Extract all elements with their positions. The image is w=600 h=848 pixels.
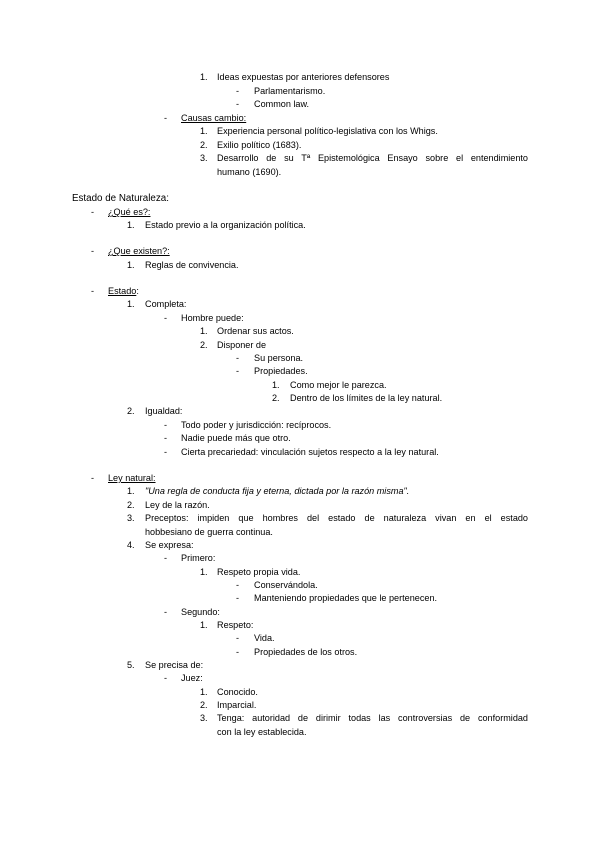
list-item — [0, 485, 528, 499]
list-item — [0, 405, 528, 419]
list-item — [0, 419, 528, 433]
list-text: Vida. — [254, 633, 275, 643]
list-text: Conservándola. — [254, 580, 318, 590]
list-item — [0, 298, 528, 312]
list-item — [0, 206, 528, 220]
list-item — [0, 98, 528, 112]
list-item — [0, 566, 528, 580]
list-text: hobbesiano de guerra continua. — [145, 527, 273, 537]
list-item — [0, 699, 528, 713]
list-text: Propiedades. — [254, 366, 308, 376]
list-item — [0, 606, 528, 620]
list-marker: - — [236, 593, 240, 603]
list-item — [0, 85, 528, 99]
list-text: humano (1690). — [217, 167, 282, 177]
list-text: Manteniendo propiedades que le pertenecen. — [254, 593, 438, 603]
list-text: Disponer de — [217, 340, 267, 350]
list-marker: - — [236, 86, 240, 96]
list-text: Preceptos: impiden que hombres del estado de naturaleza vivan en el estado — [145, 513, 528, 523]
list-item — [0, 139, 528, 153]
list-text: Se expresa: — [145, 540, 194, 550]
list-item — [0, 152, 528, 166]
list-item-continuation — [0, 726, 528, 740]
list-text: Desarrollo de su Tª Epistemológica Ensayo sobre el entendimiento — [217, 153, 528, 163]
list-marker: 1. — [200, 72, 208, 82]
list-text: Segundo: — [181, 607, 220, 617]
list-text: Parlamentarismo. — [254, 86, 326, 96]
list-item — [0, 379, 528, 393]
list-item — [0, 325, 528, 339]
list-marker: 2. — [200, 340, 208, 350]
section-label-ley-natural: Ley natural: — [108, 473, 156, 483]
list-marker: 2. — [200, 140, 208, 150]
list-item — [0, 552, 528, 566]
list-text: Conocido. — [217, 687, 258, 697]
list-marker: 3. — [127, 513, 135, 523]
list-marker: - — [91, 246, 95, 256]
list-text: Primero: — [181, 553, 216, 563]
list-marker: - — [236, 647, 240, 657]
list-marker: - — [91, 473, 95, 483]
list-marker: - — [164, 447, 168, 457]
list-marker: - — [91, 207, 95, 217]
list-item — [0, 619, 528, 633]
list-text: Imparcial. — [217, 700, 257, 710]
list-marker: 1. — [127, 299, 135, 309]
list-item — [0, 312, 528, 326]
list-marker: 3. — [200, 713, 208, 723]
list-item — [0, 472, 528, 486]
list-text: Ideas expuestas por anteriores defensores — [217, 72, 390, 82]
list-text: Nadie puede más que otro. — [181, 433, 291, 443]
list-item — [0, 285, 528, 299]
list-text: Como mejor le parezca. — [290, 380, 387, 390]
list-marker: - — [164, 607, 168, 617]
list-text: Completa: — [145, 299, 187, 309]
list-marker: - — [164, 553, 168, 563]
list-marker: 4. — [127, 540, 135, 550]
list-marker: - — [164, 113, 168, 123]
list-item-continuation — [0, 166, 528, 180]
list-item — [0, 432, 528, 446]
list-marker: - — [164, 673, 168, 683]
list-text: Juez: — [181, 673, 203, 683]
list-item — [0, 112, 528, 126]
list-item — [0, 259, 528, 273]
list-item — [0, 672, 528, 686]
list-item — [0, 632, 528, 646]
list-text: Ordenar sus actos. — [217, 326, 294, 336]
section-label-que-existen: ¿Que existen?: — [108, 246, 170, 256]
list-item — [0, 592, 528, 606]
list-item — [0, 71, 528, 85]
section-label-que-es: ¿Qué es?: — [108, 207, 151, 217]
list-item — [0, 339, 528, 353]
list-marker: - — [236, 633, 240, 643]
list-marker: 1. — [127, 260, 135, 270]
list-text: Estado previo a la organización política. — [145, 220, 306, 230]
section-label-causas: Causas cambio: — [181, 113, 247, 123]
list-text: Respeto: — [217, 620, 254, 630]
list-item — [0, 646, 528, 660]
list-marker: 1. — [127, 486, 135, 496]
list-marker: 5. — [127, 660, 135, 670]
estado-label: Estado — [108, 286, 137, 296]
list-marker: 1. — [200, 126, 208, 136]
list-text: Exilio político (1683). — [217, 140, 302, 150]
list-marker: 2. — [127, 406, 135, 416]
section-label-estado — [108, 285, 139, 299]
list-item — [0, 352, 528, 366]
list-marker: - — [164, 420, 168, 430]
list-item — [0, 125, 528, 139]
list-marker: - — [236, 353, 240, 363]
section-heading — [0, 192, 528, 206]
list-marker: 1. — [200, 620, 208, 630]
quote-text: "Una regla de conducta fija y eterna, dictada por la razón misma". — [145, 486, 410, 496]
list-text: Experiencia personal político-legislativa con los Whigs. — [217, 126, 438, 136]
list-item — [0, 539, 528, 553]
list-marker: 3. — [200, 153, 208, 163]
list-marker: 1. — [200, 567, 208, 577]
list-text: Todo poder y jurisdicción: recíprocos. — [181, 420, 332, 430]
list-marker: - — [236, 366, 240, 376]
list-item-continuation — [0, 526, 528, 540]
list-marker: 1. — [200, 326, 208, 336]
list-marker: 1. — [272, 380, 280, 390]
list-item — [0, 659, 528, 673]
list-marker: 2. — [127, 500, 135, 510]
list-text: Common law. — [254, 99, 310, 109]
list-marker: 1. — [127, 220, 135, 230]
list-marker: - — [164, 313, 168, 323]
list-marker: 1. — [200, 687, 208, 697]
estado-colon: : — [136, 286, 139, 296]
list-text: Ley de la razón. — [145, 500, 210, 510]
list-text: Su persona. — [254, 353, 304, 363]
list-item — [0, 499, 528, 513]
list-item — [0, 365, 528, 379]
section-title: Estado de Naturaleza: — [72, 193, 169, 204]
list-marker: - — [91, 286, 95, 296]
list-item — [0, 446, 528, 460]
list-item — [0, 245, 528, 259]
list-item — [0, 712, 528, 726]
list-text: Se precisa de: — [145, 660, 204, 670]
list-text: Dentro de los límites de la ley natural. — [290, 393, 443, 403]
list-marker: - — [164, 433, 168, 443]
list-text: Hombre puede: — [181, 313, 244, 323]
list-marker: 2. — [272, 393, 280, 403]
list-text: Reglas de convivencia. — [145, 260, 239, 270]
list-text: Tenga: autoridad de dirimir todas las controversias de conformidad — [217, 713, 528, 723]
list-marker: - — [236, 580, 240, 590]
list-item — [0, 219, 528, 233]
list-text: Cierta precariedad: vinculación sujetos respecto a la ley natural. — [181, 447, 439, 457]
list-text: con la ley establecida. — [217, 727, 307, 737]
list-item — [0, 579, 528, 593]
list-item — [0, 392, 528, 406]
list-text: Respeto propia vida. — [217, 567, 301, 577]
list-marker: - — [236, 99, 240, 109]
list-text: Igualdad: — [145, 406, 183, 416]
list-marker: 2. — [200, 700, 208, 710]
list-item — [0, 512, 528, 526]
list-item — [0, 686, 528, 700]
list-text: Propiedades de los otros. — [254, 647, 358, 657]
